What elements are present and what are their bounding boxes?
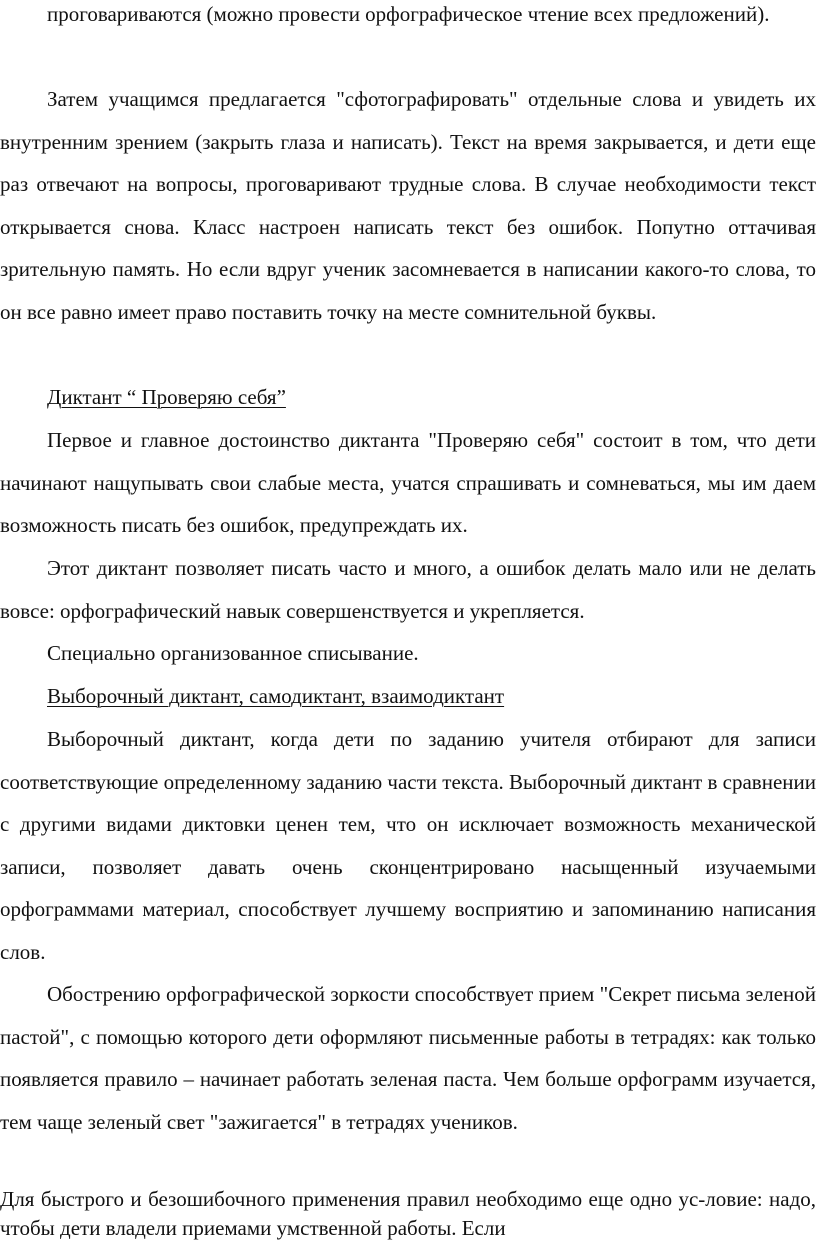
paragraph-5: Специально организованное списывание. [47, 641, 419, 665]
paragraph-1: проговариваются (можно провести орфографическое чтение всех предложений). [47, 2, 770, 26]
section-heading-selective-dictation [0, 675, 816, 718]
section-heading-text: Диктант “ Проверяю себя” [47, 385, 286, 409]
paragraph-2: Затем учащимся предлагается "сфотографировать" отдельные слова и увидеть их внутренним зрением (закрыть глаза и написать). Текст на время закрывается, и дети еще раз отвечают на вопросы, проговаривают трудные слова. В случае необходимости текст открывается снова. Класс настроен написать текст без ошибок. Попутно оттачивая зрительную память. Но если вдруг ученик засомневается в написании какого-то слова, то он все равно имеет право поставить точку на месте сомнительной буквы. [0, 87, 816, 324]
paragraph-7: Обострению орфографической зоркости способствует прием "Секрет письма зеленой пастой", с помощью которого дети оформляют письменные работы в тетрадях: как только появляется правило – начинает работать зеленая паста. Чем больше орфограмм изучается, тем чаще зеленый свет "зажигается" в тетрадях учеников. [0, 982, 816, 1134]
paragraph-3: Первое и главное достоинство диктанта "Проверяю себя" состоит в том, что дети начинают нащупывать свои слабые места, учатся спрашивать и сомневаться, мы им даем возможность писать без ошибок, предупреждать их. [0, 428, 816, 537]
paragraph-4: Этот диктант позволяет писать часто и много, а ошибок делать мало или не делать вовсе: орфографический навык совершенствуется и укрепляется. [0, 556, 816, 623]
section-heading-text: Выборочный диктант, самодиктант, взаимодиктант [47, 684, 505, 708]
paragraph-6: Выборочный диктант, когда дети по заданию учителя отбирают для записи соответствующие определенному заданию части текста. Выборочный диктант в сравнении с другими видами диктовки ценен тем, что он исключает возможность механической записи, позволяет давать очень сконцентрировано насыщенный изучаемыми орфограммами материал, способствует лучшему восприятию и запоминанию написания слов. [0, 727, 816, 964]
paragraph-8: Для быстрого и безошибочного применения правил необходимо еще одно ус-ловие: надо, чтобы дети владели приемами умственной работы. Если [0, 1187, 816, 1240]
section-heading-self-check-dictation [0, 376, 816, 419]
